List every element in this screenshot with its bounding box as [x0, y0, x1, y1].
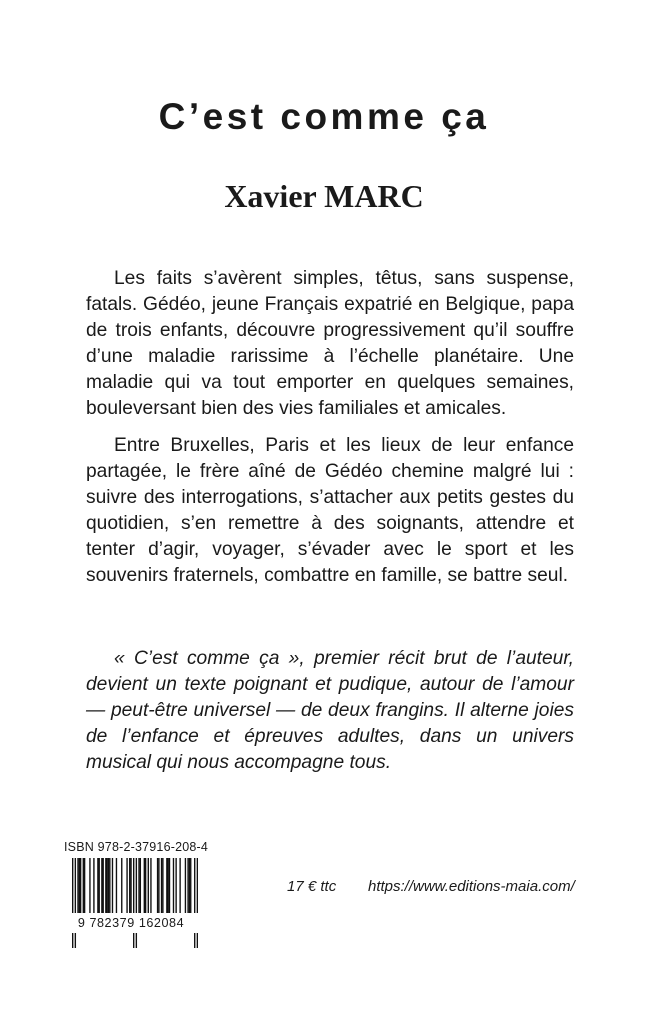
review-quote: « C’est comme ça », premier récit brut de l’auteur, devient un texte poignant et pudique, autour de l’amour — peut-être universel — de deux frangins. Il alterne joies de l’enfance et épreuves adultes, dans un univers musical qui nous accompagne tous. — [86, 648, 574, 773]
barcode-bar — [83, 858, 84, 914]
barcode-bar — [77, 858, 78, 914]
isbn-label: ISBN 978-2-37916-208-4 — [64, 840, 209, 854]
barcode-bar — [148, 858, 149, 914]
barcode-bar — [129, 858, 130, 914]
synopsis-paragraph: Les faits s’avèrent simples, têtus, sans suspense, fatals. Gédéo, jeune Français expatrié en Belgique, papa de trois enfants, découvre progressivement qu’il souffre d’une maladie rarissime à l’échelle planétaire. Une maladie qui va tout emporter en quelques semaines, bouleversant bien des vies familiales et amicales. — [86, 268, 574, 419]
barcode-bar — [105, 858, 106, 914]
barcode — [64, 858, 198, 948]
barcode-bar — [169, 858, 170, 914]
barcode-bar — [158, 858, 159, 914]
barcode-bar — [101, 858, 102, 914]
barcode-bar — [144, 858, 145, 914]
synopsis-paragraph: Entre Bruxelles, Paris et les lieux de leur enfance partagée, le frère aîné de Gédéo chemine malgré lui : suivre des interrogations, s’attacher aux petits gestes du quotidien, s’en remettre à des soignants, attendre et tenter d’agir, voyager, s’évader avec le sport et les souvenirs fraternels, combattre en famille, se battre seul. — [86, 435, 574, 586]
barcode-bar — [161, 858, 162, 914]
barcode-bar — [75, 858, 76, 948]
barcode-bar — [197, 858, 198, 948]
barcode-bar — [157, 858, 158, 914]
barcode-bar — [173, 858, 174, 914]
publisher-website: https://www.editions-maia.com/ — [368, 878, 575, 895]
barcode-bar — [133, 858, 134, 948]
barcode-bar — [175, 858, 176, 914]
barcode-bar — [136, 858, 137, 948]
barcode-bar — [89, 858, 90, 914]
barcode-bar — [80, 858, 81, 914]
synopsis — [86, 266, 574, 600]
barcode-bar — [126, 858, 127, 914]
barcode-bar — [121, 858, 122, 914]
barcode-bar — [145, 858, 146, 914]
barcode-bar — [116, 858, 117, 914]
barcode-bar — [189, 858, 190, 914]
barcode-bar — [138, 858, 139, 914]
barcode-bar — [150, 858, 151, 914]
barcode-bar — [106, 858, 107, 914]
barcode-bar — [72, 858, 73, 948]
barcode-bar — [93, 858, 94, 914]
barcode-bar — [130, 858, 131, 914]
barcode-bars — [64, 858, 198, 948]
barcode-bar — [187, 858, 188, 914]
book-title: C’est comme ça — [158, 96, 490, 137]
barcode-bar — [167, 858, 168, 914]
barcode-bar — [112, 858, 113, 914]
barcode-bar — [179, 858, 180, 914]
barcode-bar — [108, 858, 109, 914]
barcode-bar — [103, 858, 104, 914]
barcode-bar — [140, 858, 141, 914]
barcode-bar — [185, 858, 186, 914]
barcode-bar — [79, 858, 80, 914]
barcode-bar — [84, 858, 85, 914]
barcode-bar — [162, 858, 163, 914]
barcode-bar — [190, 858, 191, 914]
price: 17 € ttc — [287, 878, 337, 895]
author-name: Xavier MARC — [224, 178, 424, 214]
barcode-bar — [109, 858, 110, 914]
barcode-digits: 9 782379 162084 — [64, 913, 198, 933]
barcode-bar — [97, 858, 98, 914]
barcode-bar — [194, 858, 195, 948]
barcode-bar — [166, 858, 167, 914]
barcode-bar — [99, 858, 100, 914]
